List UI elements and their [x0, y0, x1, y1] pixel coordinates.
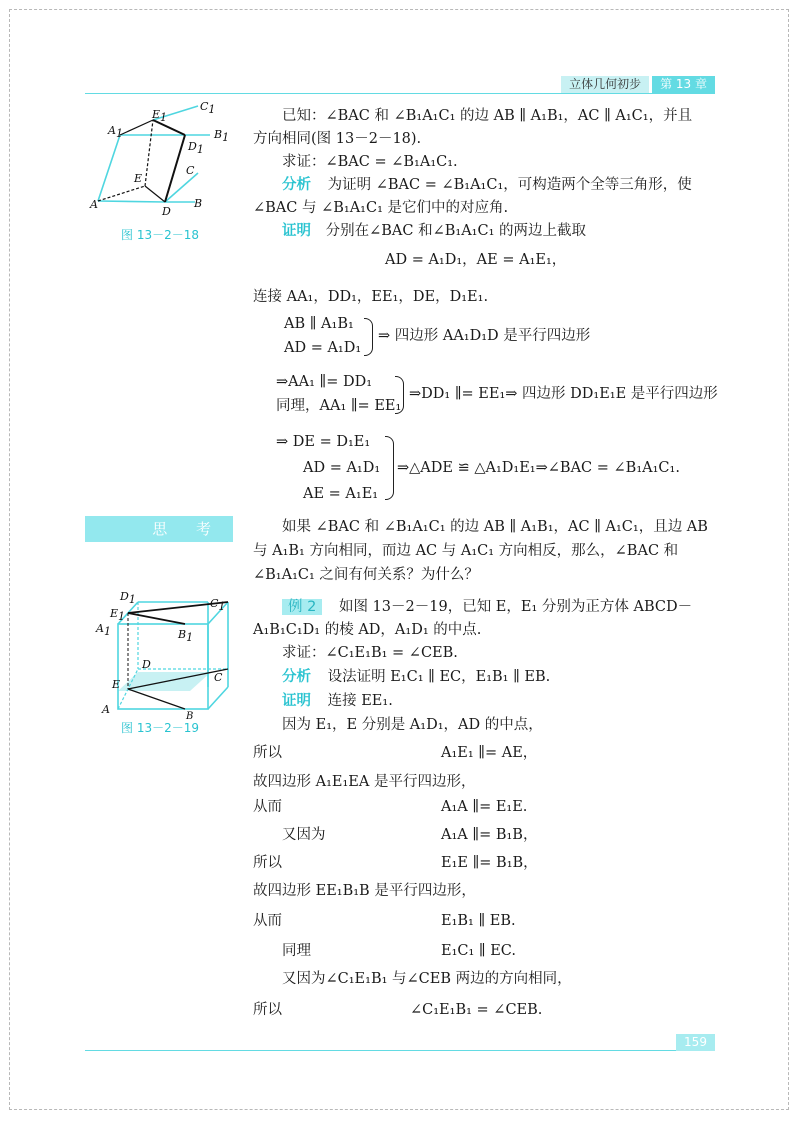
step-4-label: 从而	[253, 799, 282, 815]
svg-text:C1: C1	[200, 100, 216, 116]
example-line-1	[282, 597, 692, 617]
svg-text:E1: E1	[152, 108, 168, 124]
step-8-expr: E₁B₁ ∥ EB.	[441, 913, 516, 929]
step-5-expr: A₁A ∥= B₁B，	[441, 827, 538, 843]
proof-text-1: 分别在∠BAC 和∠B₁A₁C₁ 的两边上截取	[325, 223, 587, 239]
svg-text:B: B	[194, 197, 203, 210]
svg-text:B1: B1	[214, 128, 230, 144]
example-proof-text: 连接 EE₁.	[327, 693, 393, 709]
example-analysis	[282, 667, 550, 687]
case1-b: AD = A₁D₁	[284, 340, 362, 356]
svg-text:D1: D1	[188, 140, 204, 156]
footer-rule	[85, 1050, 715, 1051]
given-line-2: 方向相同(图 13－2－18).	[253, 131, 422, 147]
case3-b: AD = A₁D₁	[303, 460, 381, 476]
step-4-expr: A₁A ∥= E₁E.	[441, 799, 528, 815]
step-6-label: 所以	[253, 855, 282, 871]
case3-c: AE = A₁E₁	[303, 486, 379, 502]
think-line-2: 与 A₁B₁ 方向相同，而边 AC 与 A₁C₁ 方向相反，那么，∠BAC 和	[253, 543, 679, 559]
svg-text:A: A	[102, 703, 110, 716]
figure-caption-18: 图 13－2－18	[121, 228, 199, 242]
svg-text:B: B	[186, 711, 194, 722]
svg-text:C1: C1	[210, 597, 226, 613]
figure-13-2-18	[90, 98, 240, 223]
proof-label: 证明	[282, 223, 311, 239]
example-proof-label: 证明	[282, 693, 311, 709]
header-title: 立体几何初步	[561, 76, 649, 93]
running-header	[561, 76, 715, 93]
analysis-text-1: 为证明 ∠BAC = ∠B₁A₁C₁，可构造两个全等三角形，使	[327, 177, 692, 193]
svg-text:A: A	[90, 198, 98, 211]
step-7: 故四边形 EE₁B₁B 是平行四边形，	[253, 883, 476, 899]
step-11-label: 所以	[253, 1002, 282, 1018]
example-analysis-label: 分析	[282, 669, 311, 685]
svg-text:D: D	[162, 205, 171, 218]
example-text-1: 如图 13－2－19，已知 E，E₁ 分别为正方体 ABCD－	[338, 599, 693, 615]
case3-result: ⇒△ADE ≌ △A₁D₁E₁⇒∠BAC = ∠B₁A₁C₁.	[397, 460, 680, 476]
case1-result: ⇒ 四边形 AA₁D₁D 是平行四边形	[378, 328, 591, 344]
case2-a: ⇒AA₁ ∥= DD₁	[276, 374, 373, 390]
step-10: 又因为∠C₁E₁B₁ 与∠CEB 两边的方向相同，	[282, 971, 572, 987]
example-label: 例 2	[282, 599, 322, 615]
svg-text:C: C	[214, 671, 223, 684]
think-line-3: ∠B₁A₁C₁ 之间有何关系？为什么？	[253, 567, 479, 583]
step-2-expr: A₁E₁ ∥= AE，	[441, 745, 538, 761]
header-chapter: 第 13 章	[652, 76, 715, 93]
step-2-label: 所以	[253, 745, 282, 761]
case2-b: 同理，AA₁ ∥= EE₁	[276, 398, 402, 414]
think-label-bar: 思 考	[85, 516, 233, 542]
svg-text:D: D	[142, 658, 151, 671]
case3-a: ⇒ DE = D₁E₁	[276, 434, 371, 450]
example-prove: 求证：∠C₁E₁B₁ = ∠CEB.	[282, 645, 458, 661]
svg-text:E: E	[134, 172, 143, 185]
header-rule	[85, 93, 715, 94]
analysis-line-2: ∠BAC 与 ∠B₁A₁C₁ 是它们中的对应角.	[253, 200, 509, 216]
figure-13-2-19	[90, 590, 230, 722]
analysis-line-1	[282, 175, 692, 195]
svg-text:E: E	[112, 678, 121, 691]
case2-result: ⇒DD₁ ∥= EE₁⇒ 四边形 DD₁E₁E 是平行四边形	[409, 386, 718, 402]
example-line-2: A₁B₁C₁D₁ 的棱 AD，A₁D₁ 的中点.	[253, 622, 482, 638]
brace-3	[385, 436, 394, 500]
svg-text:C: C	[186, 164, 195, 177]
analysis-label: 分析	[282, 177, 311, 193]
think-line-1: 如果 ∠BAC 和 ∠B₁A₁C₁ 的边 AB ∥ A₁B₁，AC ∥ A₁C₁，且边 AB	[282, 519, 708, 535]
svg-text:E1: E1	[110, 607, 126, 623]
example-analysis-text: 设法证明 E₁C₁ ∥ EC，E₁B₁ ∥ EB.	[327, 669, 551, 685]
step-11-expr: ∠C₁E₁B₁ = ∠CEB.	[410, 1002, 543, 1018]
proof-equation: AD = A₁D₁，AE = A₁E₁，	[385, 252, 567, 268]
given-line-1: 已知：∠BAC 和 ∠B₁A₁C₁ 的边 AB ∥ A₁B₁，AC ∥ A₁C₁，并且	[282, 108, 693, 124]
step-6-expr: E₁E ∥= B₁B，	[441, 855, 538, 871]
figure-caption-19: 图 13－2－19	[121, 721, 199, 735]
brace-2	[395, 376, 404, 414]
proof-line-1	[282, 221, 586, 241]
prove-line: 求证：∠BAC = ∠B₁A₁C₁.	[282, 154, 458, 170]
step-9-expr: E₁C₁ ∥ EC.	[441, 943, 516, 959]
step-5-label: 又因为	[282, 827, 326, 843]
step-9-label: 同理	[282, 943, 311, 959]
svg-text:A1: A1	[96, 622, 111, 638]
svg-text:D1: D1	[120, 590, 136, 606]
svg-text:A1: A1	[108, 124, 123, 140]
page-number: 159	[676, 1034, 715, 1051]
example-proof	[282, 691, 393, 711]
step-8-label: 从而	[253, 913, 282, 929]
case1-a: AB ∥ A₁B₁	[284, 316, 354, 332]
brace-1	[364, 318, 373, 356]
step-3: 故四边形 A₁E₁EA 是平行四边形，	[253, 774, 476, 790]
svg-text:B1: B1	[178, 628, 194, 644]
step-1: 因为 E₁，E 分别是 A₁D₁，AD 的中点，	[282, 717, 543, 733]
connect-line: 连接 AA₁，DD₁，EE₁，DE，D₁E₁.	[253, 289, 489, 305]
